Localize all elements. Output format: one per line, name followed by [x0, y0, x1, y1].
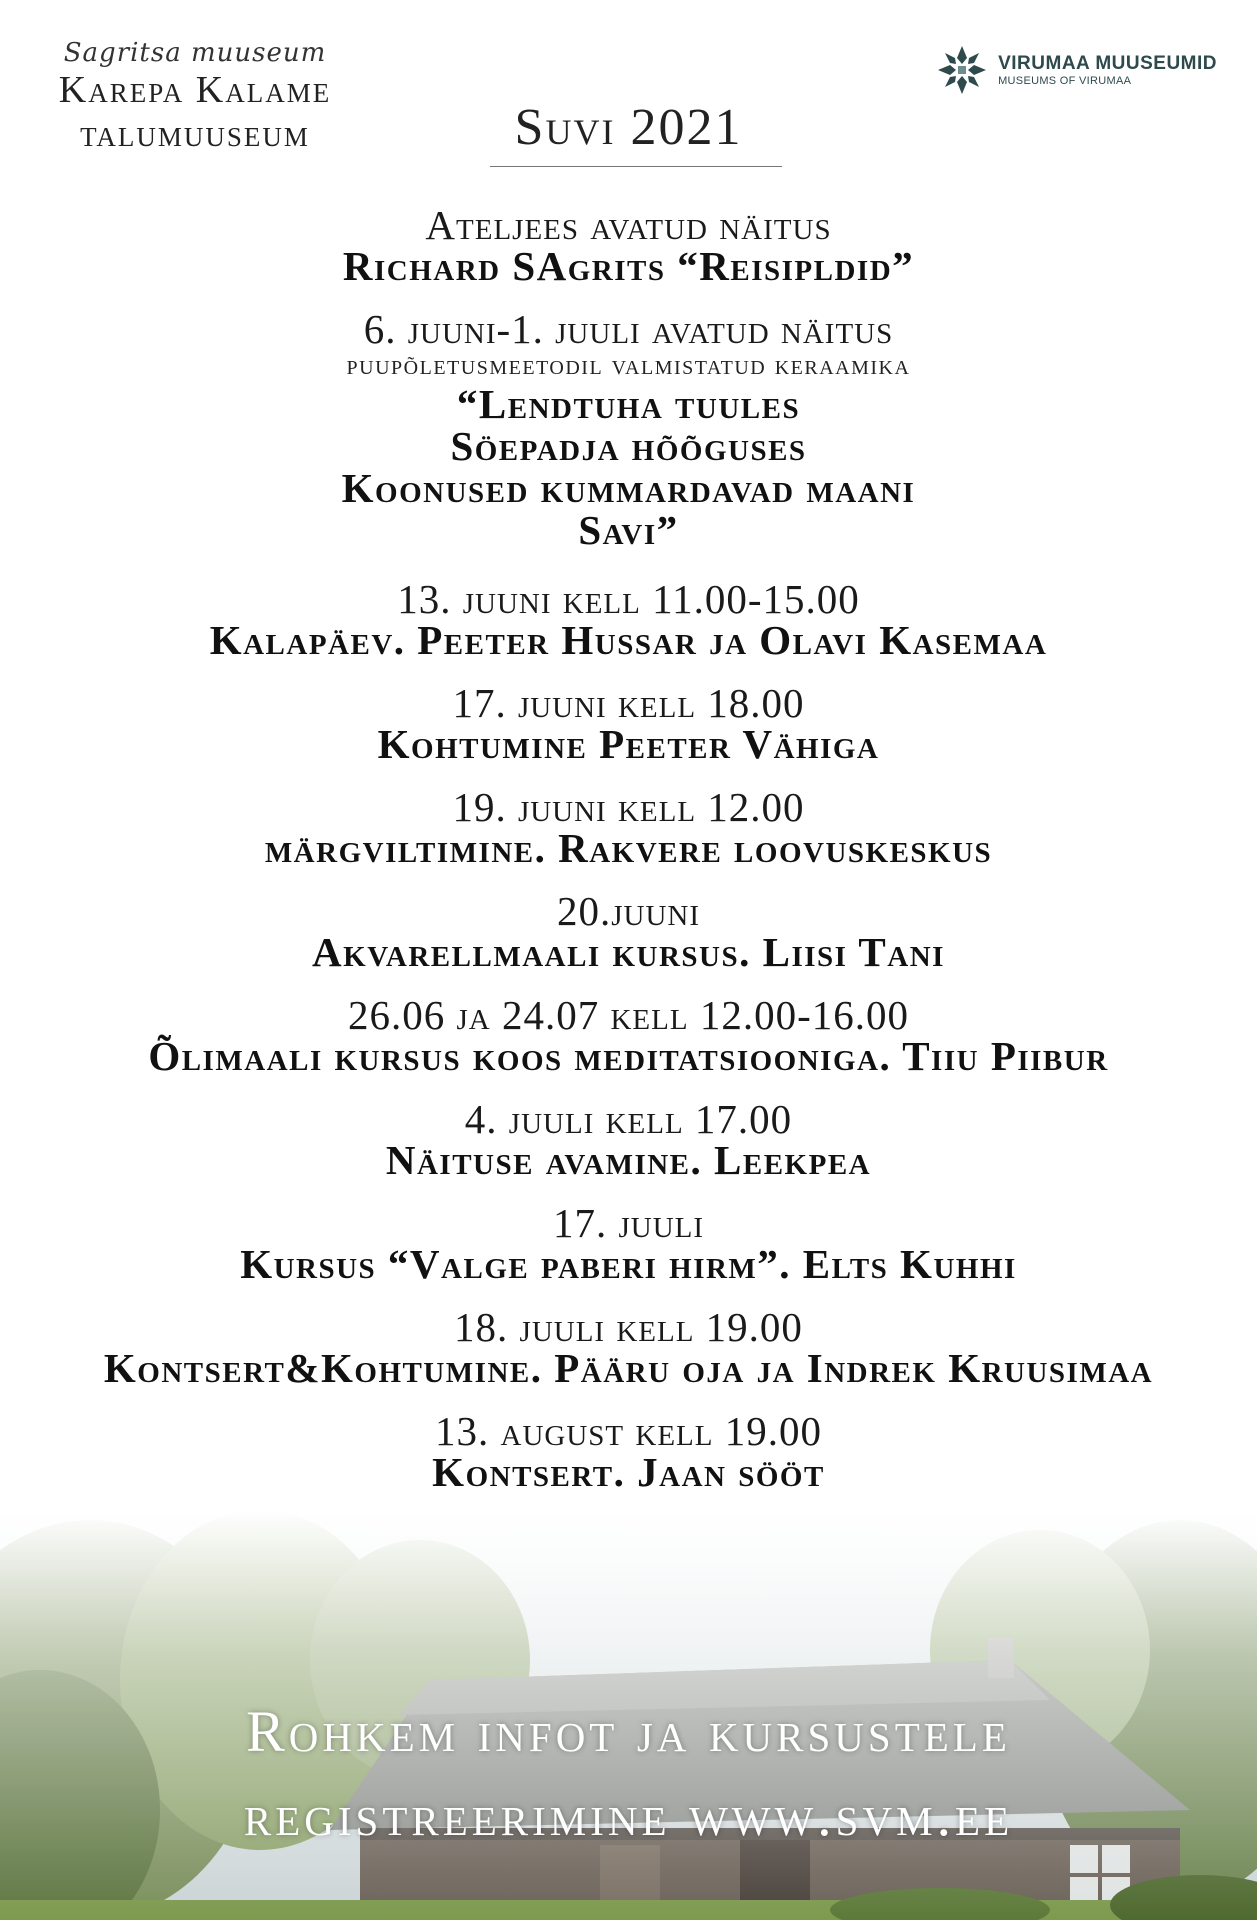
logo-subtitle: MUSEUMS OF VIRUMAA [998, 75, 1132, 87]
event-title: Kalapäev. Peeter Hussar ja Olavi Kasemaa [209, 617, 1048, 663]
event-item [0, 1408, 1257, 1495]
event-date: Ateljees avatud näitus [425, 202, 832, 248]
brand-script: Sagritsa muuseum [63, 38, 327, 68]
event-date: 13. juuni kell 11.00-15.00 [397, 576, 860, 622]
brand-line-2: talumuuseum [80, 113, 310, 155]
event-list [0, 202, 1257, 1515]
event-date: 4. juuli kell 17.00 [464, 1096, 793, 1142]
event-title-line: “Lendtuha tuules [456, 381, 801, 427]
event-item [0, 992, 1257, 1079]
event-item [0, 576, 1257, 663]
event-title: Kohtumine Peeter Vähiga [377, 721, 880, 767]
event-date: 17. juuli [552, 1200, 705, 1246]
event-title-line: Söepadja hõõguses [450, 423, 807, 469]
season-divider [490, 166, 782, 167]
event-item [0, 1304, 1257, 1391]
event-item [0, 680, 1257, 767]
event-item [0, 784, 1257, 871]
event-title: märgviltimine. Rakvere loovuskeskus [264, 825, 993, 871]
event-title: Kontsert. Jaan sööt [432, 1449, 825, 1495]
brand-line-1: Karepa Kalame [58, 69, 332, 111]
event-item [0, 1096, 1257, 1183]
event-item [0, 1200, 1257, 1287]
logo-title: VIRUMAA MUUSEUMID [998, 53, 1217, 74]
event-title: Akvarellmaali kursus. Liisi Tani [312, 929, 945, 975]
event-subtitle: puupõletusmeetodil valmistatud keraamika [346, 350, 911, 381]
event-item [0, 202, 1257, 289]
season-heading: Suvi 2021 [514, 99, 743, 156]
event-date: 20.juuni [556, 888, 701, 934]
event-title: Näituse avamine. Leekpea [385, 1137, 872, 1183]
event-item [0, 306, 1257, 553]
virumaa-logo [936, 44, 1217, 96]
footer-line-2[interactable]: registreerimine www.svm.ee [243, 1783, 1014, 1848]
event-date: 13. august kell 19.00 [435, 1408, 822, 1454]
event-date: 6. juuni-1. juuli avatud näitus [363, 306, 894, 352]
event-date: 19. juuni kell 12.00 [452, 784, 805, 830]
footer-info [0, 1690, 1257, 1858]
event-title: Õlimaali kursus koos meditatsiooniga. Tiiu Piibur [148, 1033, 1109, 1079]
footer-line-1: Rohkem infot ja kursustele [246, 1699, 1011, 1764]
star-logo-icon [936, 44, 988, 96]
event-item [0, 888, 1257, 975]
event-title-line: Savi” [578, 507, 679, 553]
event-title-line: Koonused kummardavad maani [341, 465, 916, 511]
event-title: Richard SAgrits “Reisipldid” [342, 243, 915, 289]
event-date: 26.06 ja 24.07 kell 12.00-16.00 [348, 992, 909, 1038]
event-title: Kontsert&Kohtumine. Pääru oja ja Indrek Kruusimaa [103, 1345, 1154, 1391]
event-title: Kursus “Valge paberi hirm”. Elts Kuhhi [240, 1241, 1017, 1287]
event-date: 18. juuli kell 19.00 [454, 1304, 803, 1350]
event-date: 17. juuni kell 18.00 [452, 680, 805, 726]
